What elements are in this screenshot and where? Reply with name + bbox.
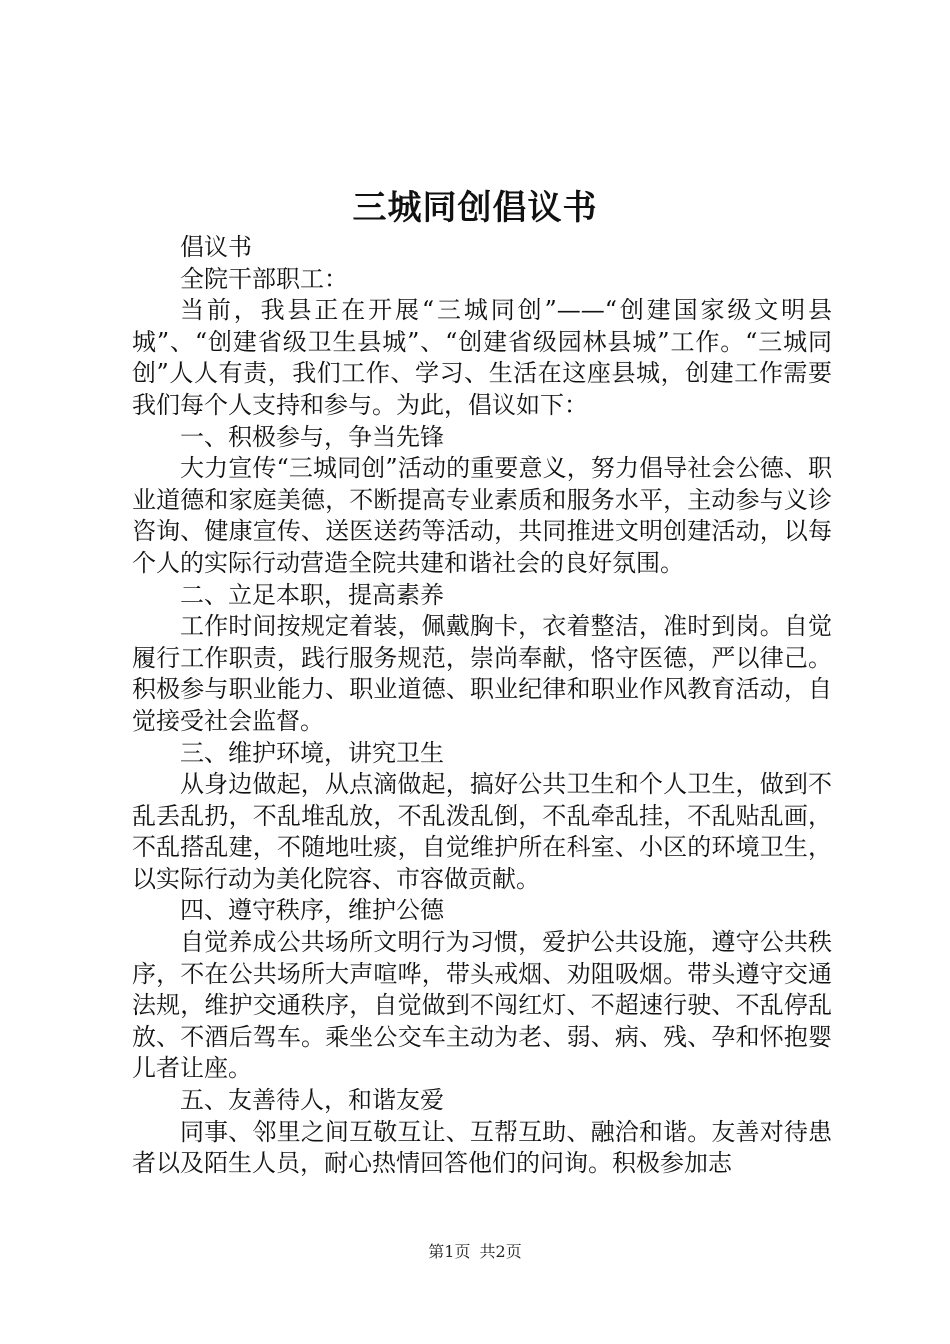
section-heading-2: 二、立足本职，提高素养 [180,580,444,609]
document-body [132,232,832,1180]
paragraph-addressee: 全院干部职工： [180,264,348,293]
section-body-3: 从身边做起，从点滴做起，搞好公共卫生和个人卫生，做到不乱丢乱扔，不乱堆乱放，不乱泼乱倒，不乱牵乱挂，不乱贴乱画，不乱搭乱建，不随地吐痰，自觉维护所在科室、小区的环境卫生，以实际行动为美化院容、市容做贡献。 [132,770,832,893]
page-number: 第1页 [428,1242,471,1261]
section-body-1: 大力宣传“三城同创”活动的重要意义，努力倡导社会公德、职业道德和家庭美德，不断提高专业素质和服务水平，主动参与义诊咨询、健康宣传、送医送药等活动，共同推进文明创建活动，以每个人的实际行动营造全院共建和谐社会的良好氛围。 [132,454,832,577]
section-heading-3: 三、维护环境，讲究卫生 [180,738,444,767]
paragraph-salutation-title: 倡议书 [180,233,252,261]
section-body-2: 工作时间按规定着装，佩戴胸卡，衣着整洁，准时到岗。自觉履行工作职责，践行服务规范，崇尚奉献，恪守医德，严以律己。积极参与职业能力、职业道德、职业纪律和职业作风教育活动，自觉接受社会监督。 [132,612,832,735]
section-body-4: 自觉养成公共场所文明行为习惯，爱护公共设施，遵守公共秩序，不在公共场所大声喧哗，带头戒烟、劝阻吸烟。带头遵守交通法规，维护交通秩序，自觉做到不闯红灯、不超速行驶、不乱停乱放、不酒后驾车。乘坐公交车主动为老、弱、病、残、孕和怀抱婴儿者让座。 [132,928,832,1083]
paragraph-intro: 当前，我县正在开展“三城同创”——“创建国家级文明县城”、“创建省级卫生县城”、“创建省级园林县城”工作。“三城同创”人人有责，我们工作、学习、生活在这座县城，创建工作需要我们每个人支持和参与。为此，倡议如下： [132,296,832,419]
section-body-5: 同事、邻里之间互敬互让、互帮互助、融洽和谐。友善对待患者以及陌生人员，耐心热情回答他们的问询。积极参加志 [132,1117,832,1178]
section-heading-5: 五、友善待人，和谐友爱 [180,1086,444,1115]
document-title: 三城同创倡议书 [352,188,598,228]
page-footer [0,1240,950,1264]
section-heading-4: 四、遵守秩序，维护公德 [180,896,444,925]
section-heading-1: 一、积极参与，争当先锋 [180,422,444,451]
page-total: 共2页 [479,1242,522,1261]
